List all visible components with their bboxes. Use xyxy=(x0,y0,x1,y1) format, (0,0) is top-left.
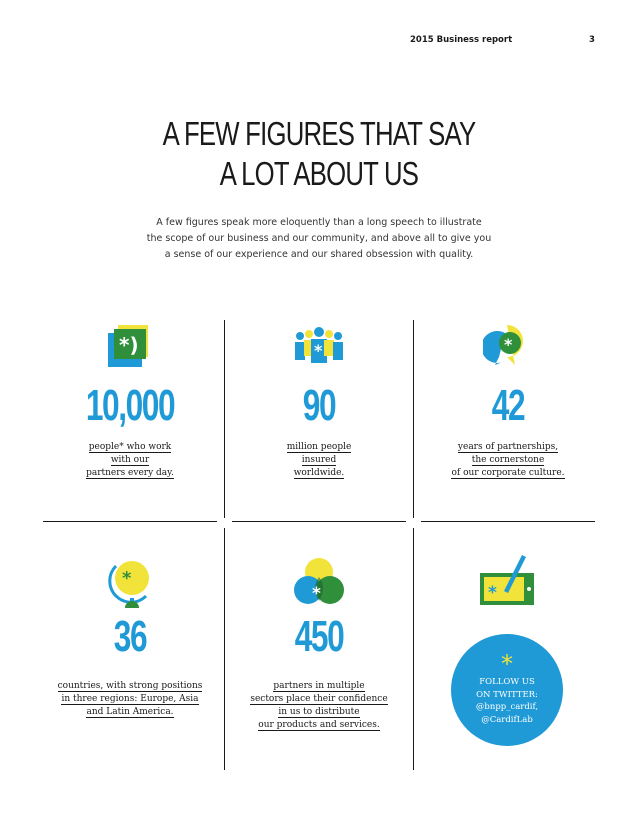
star-glyph: * xyxy=(501,650,513,678)
star-glyph: * xyxy=(122,568,132,589)
star-glyph: * xyxy=(504,335,513,354)
intro-line: A few figures speak more eloquently than a long speech to illustrate xyxy=(156,217,482,228)
smiley-text: *) xyxy=(119,333,139,357)
caption-line: worldwide. xyxy=(293,468,345,478)
smiley-icon xyxy=(108,325,154,367)
twitter-follow-badge[interactable] xyxy=(451,634,563,746)
caption-line: in three regions: Europe, Asia xyxy=(61,694,199,704)
divider-horizontal xyxy=(43,521,217,522)
caption-line: and Latin America. xyxy=(86,707,174,717)
speech-bubbles-icon xyxy=(483,323,533,365)
divider-vertical xyxy=(413,320,414,518)
star-glyph: * xyxy=(488,583,497,603)
figure-caption xyxy=(232,441,406,480)
caption-line: with our xyxy=(110,455,150,465)
caption-line: the cornerstone xyxy=(471,455,545,465)
figure-caption xyxy=(421,441,595,480)
twitter-line: FOLLOW US xyxy=(479,677,535,687)
figure-value: 90 xyxy=(302,381,336,430)
divider-horizontal xyxy=(232,521,406,522)
figure-caption xyxy=(232,680,406,732)
figure-caption xyxy=(43,441,217,480)
divider-vertical xyxy=(413,528,414,770)
star-glyph: * xyxy=(312,584,321,604)
star-glyph: * xyxy=(314,341,323,360)
figure-value: 36 xyxy=(113,612,147,661)
intro-line: the scope of our business and our community, and above all to give you xyxy=(146,233,492,244)
caption-line: of our corporate culture. xyxy=(451,468,565,478)
figure-value: 42 xyxy=(491,381,525,430)
caption-line: sectors place their confidence xyxy=(250,694,388,704)
twitter-line: ON TWITTER: xyxy=(476,689,538,700)
divider-horizontal xyxy=(421,521,595,522)
globe-icon xyxy=(106,556,156,610)
page-title-line1: A FEW FIGURES THAT SAY xyxy=(162,115,476,152)
report-title: 2015 Business report xyxy=(410,35,513,45)
divider-vertical xyxy=(224,528,225,770)
caption-line: partners every day. xyxy=(86,468,174,478)
venn-diagram-icon xyxy=(293,557,345,609)
twitter-handle-link[interactable]: @CardifLab xyxy=(481,714,533,725)
figure-value: 10,000 xyxy=(85,381,175,430)
caption-line: partners in multiple xyxy=(273,681,365,691)
caption-line: million people xyxy=(286,442,352,452)
caption-line: our products and services. xyxy=(258,720,380,730)
tablet-pen-icon xyxy=(478,551,538,607)
caption-line: insured xyxy=(301,455,337,465)
figure-caption xyxy=(43,680,217,719)
caption-line: in us to distribute xyxy=(278,707,360,717)
caption-line: people* who work xyxy=(88,442,172,452)
page-title-line2: A LOT ABOUT US xyxy=(219,155,419,192)
intro-line: a sense of our experience and our shared obsession with quality. xyxy=(164,249,474,260)
figure-value: 450 xyxy=(294,612,344,661)
twitter-handle-link[interactable]: @bnpp_cardif, xyxy=(475,702,539,712)
people-group-icon xyxy=(292,326,346,368)
caption-line: countries, with strong positions xyxy=(57,681,203,691)
caption-line: years of partnerships, xyxy=(457,442,559,452)
divider-vertical xyxy=(224,320,225,518)
intro-paragraph xyxy=(110,215,528,263)
page-number: 3 xyxy=(589,35,595,45)
